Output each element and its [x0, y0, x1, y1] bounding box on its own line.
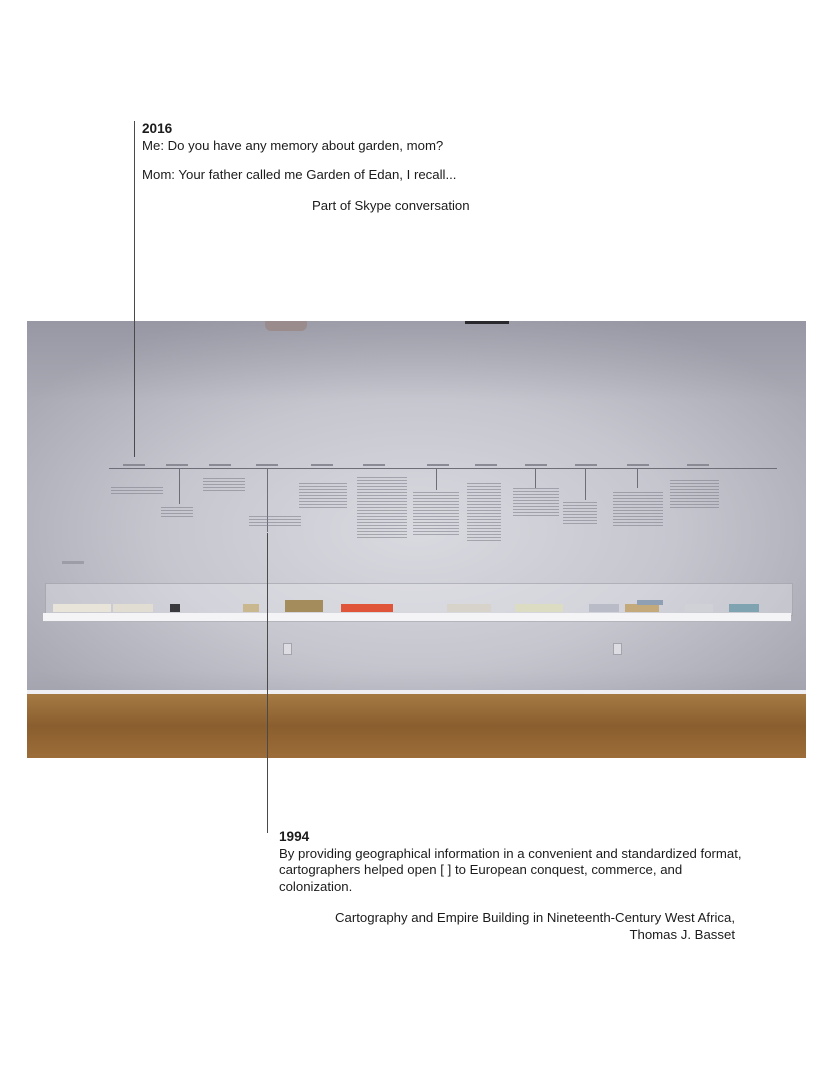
vitrine-object [685, 604, 713, 612]
wall-timeline-tick [436, 468, 437, 490]
wall-outlet [613, 643, 622, 655]
vitrine-object [589, 604, 619, 612]
vitrine-object [170, 604, 180, 612]
leader-line-1994 [267, 533, 268, 833]
note-1994-source [279, 910, 759, 943]
wall-timeline-year-mark [427, 464, 449, 466]
gallery-photo [27, 321, 806, 758]
wall-timeline-year-mark [475, 464, 497, 466]
vitrine-object [637, 600, 663, 605]
wall-text-block [299, 483, 347, 509]
wall-timeline-year-mark [687, 464, 709, 466]
note-1994 [279, 829, 759, 943]
wall-timeline-year-mark [575, 464, 597, 466]
note-1994-source-author: Thomas J. Basset [629, 926, 735, 942]
wall-text-block [467, 483, 501, 541]
wall-text-block [413, 492, 459, 536]
wall-label [62, 561, 84, 564]
wall-text-block [670, 480, 719, 510]
wall-text-block [111, 487, 163, 496]
note-2016 [142, 121, 542, 214]
wall-timeline-year-mark [311, 464, 333, 466]
wall-timeline-rule [109, 468, 777, 469]
wall-timeline-tick [535, 468, 536, 488]
vitrine-object [515, 604, 563, 612]
wall-timeline-year-mark [256, 464, 278, 466]
wall-outlet [283, 643, 292, 655]
wall-timeline-tick [179, 468, 180, 504]
wall-text-block [613, 492, 663, 526]
note-1994-quote: By providing geographical information in a convenient and standardized format, cartographers helped open [ ] to European conquest, commerce, and colonization. [279, 845, 742, 894]
wall-text-block [161, 507, 193, 519]
wall-timeline-year-mark [627, 464, 649, 466]
wall-timeline-year-mark [123, 464, 145, 466]
display-shelf [43, 613, 791, 622]
leader-line-2016 [134, 121, 135, 457]
wall-timeline-tick [637, 468, 638, 488]
wall-timeline-year-mark [525, 464, 547, 466]
vitrine-object [341, 604, 393, 612]
vitrine-object [285, 600, 323, 612]
vitrine-object [53, 604, 111, 612]
wall-text-block [203, 478, 245, 492]
wooden-floor [27, 694, 806, 758]
wall-timeline-year-mark [209, 464, 231, 466]
vitrine-object [243, 604, 259, 612]
wall-timeline-year-mark [363, 464, 385, 466]
vitrine-object [447, 604, 491, 612]
wall-timeline-tick [585, 468, 586, 500]
vitrine-object [113, 604, 153, 612]
display-vitrine [45, 583, 793, 616]
vitrine-object [625, 604, 659, 612]
note-2016-year: 2016 [142, 121, 173, 136]
note-2016-line-mom: Mom: Your father called me Garden of Edan, I recall... [142, 167, 457, 182]
note-1994-source-title: Cartography and Empire Building in Nineteenth-Century West Africa, [335, 910, 735, 925]
note-2016-line-me: Me: Do you have any memory about garden, mom? [142, 137, 444, 153]
wall-text-block [513, 488, 559, 518]
note-2016-source: Part of Skype conversation [312, 197, 470, 213]
ceiling-track [465, 321, 509, 324]
note-1994-year: 1994 [279, 829, 310, 844]
vitrine-object [729, 604, 759, 612]
wall-timeline-year-mark [166, 464, 188, 466]
wall-text-block [563, 502, 597, 526]
wall-text-block [357, 477, 407, 539]
wall-text-block [249, 516, 301, 526]
ceiling-light-fixture [265, 321, 307, 331]
